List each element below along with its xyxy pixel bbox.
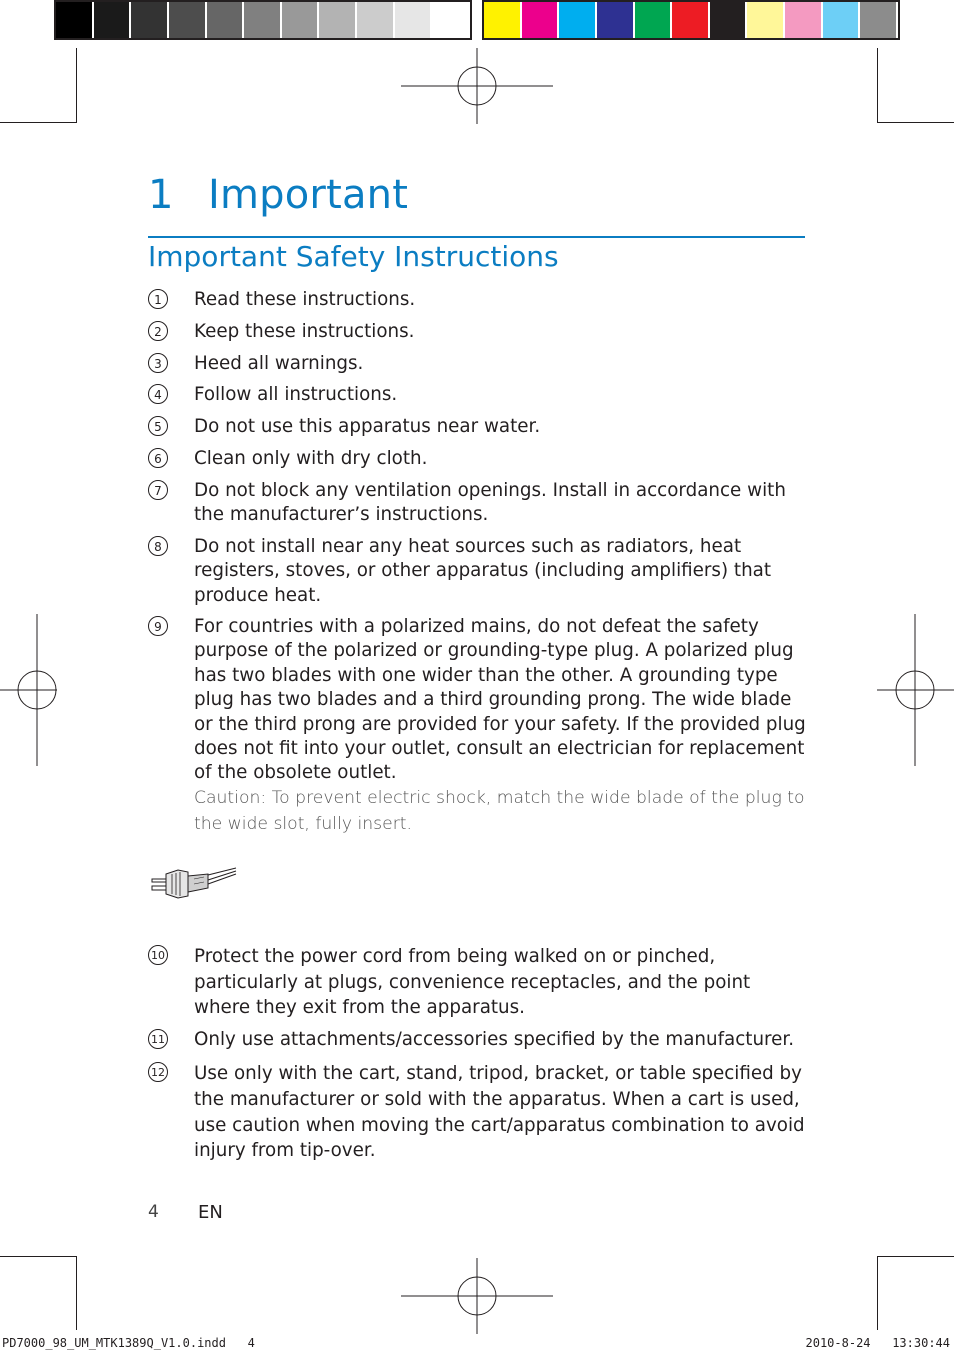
registration-mark-right-icon — [839, 614, 954, 766]
color-swatch — [710, 2, 748, 38]
chapter-number: 1 — [148, 172, 174, 218]
item-text: Protect the power cord from being walked on or pinched, particularly at plugs, convenience receptacles, and the point where they exit from the apparatus. — [194, 946, 751, 1018]
color-swatch — [785, 2, 823, 38]
item-number-badge: 11 — [148, 1029, 168, 1049]
gray-swatch — [169, 2, 207, 38]
registration-mark-bottom-icon — [401, 1220, 553, 1372]
item-number-badge: 7 — [148, 480, 168, 500]
color-swatch — [635, 2, 673, 38]
item-text: Heed all warnings. — [194, 353, 364, 374]
page-number: 4 — [148, 1202, 159, 1222]
language-code: EN — [198, 1202, 223, 1223]
item-number-badge: 6 — [148, 448, 168, 468]
gray-swatch — [207, 2, 245, 38]
item-text: For countries with a polarized mains, do not defeat the safety purpose of the polarized or grounding-type plug. A polarized plug has two blades with one wider than the other. A grounding type plug has two blades and a third grounding prong. The wide blade or the third prong are provided for your safety. If the provided plug does not fit into your outlet, consult an electrician for replacement of the obsolete outlet. — [194, 616, 806, 784]
slug-timestamp: 2010-8-24 13:30:44 — [805, 1336, 950, 1350]
item-text: Use only with the cart, stand, tripod, bracket, or table specified by the manufacturer or sold with the apparatus. When a cart is used, use caution when moving the cart/apparatus combination to avoid injury from tip-over. — [194, 1063, 805, 1162]
color-swatch — [559, 2, 597, 38]
item-number-badge: 2 — [148, 321, 168, 341]
item-number-badge: 3 — [148, 353, 168, 373]
item-text: Clean only with dry cloth. — [194, 448, 428, 469]
polarized-plug-icon — [148, 862, 238, 906]
item-number-badge: 12 — [148, 1062, 168, 1082]
item-text: Follow all instructions. — [194, 384, 398, 405]
color-swatch — [597, 2, 635, 38]
item-number-badge: 4 — [148, 384, 168, 404]
color-swatch — [672, 2, 710, 38]
gray-swatch — [94, 2, 132, 38]
item-text: Do not use this apparatus near water. — [194, 416, 541, 437]
gray-swatch — [244, 2, 282, 38]
color-swatch — [823, 2, 861, 38]
item-number-badge: 9 — [148, 616, 168, 636]
caution-note: Caution: To prevent electric shock, match the wide blade of the plug to the wide slot, fully insert. — [194, 788, 805, 834]
color-swatch — [747, 2, 785, 38]
heading-rule — [148, 236, 805, 238]
item-number-badge: 5 — [148, 416, 168, 436]
chapter-heading — [148, 172, 408, 218]
item-number-badge: 8 — [148, 536, 168, 556]
section-title: Important Safety Instructions — [148, 240, 559, 273]
gray-swatch — [319, 2, 357, 38]
gray-swatch — [131, 2, 169, 38]
item-text: Only use attachments/accessories specified by the manufacturer. — [194, 1029, 795, 1050]
registration-mark-top-icon — [401, 10, 553, 162]
color-swatch — [860, 2, 898, 38]
chapter-title: Important — [208, 172, 409, 218]
item-text: Read these instructions. — [194, 289, 416, 310]
item-number-badge: 1 — [148, 289, 168, 309]
registration-mark-left-icon — [0, 614, 113, 766]
gray-swatch — [282, 2, 320, 38]
gray-swatch — [56, 2, 94, 38]
item-text: Do not block any ventilation openings. Install in accordance with the manufacturer’s instructions. — [194, 480, 786, 526]
item-number-badge: 10 — [148, 945, 168, 965]
item-text: Keep these instructions. — [194, 321, 415, 342]
slug-filename: PD7000_98_UM_MTK1389Q_V1.0.indd 4 — [2, 1336, 255, 1350]
gray-swatch — [357, 2, 395, 38]
item-text: Do not install near any heat sources such as radiators, heat registers, stoves, or other apparatus (including amplifiers) that produce heat. — [194, 536, 772, 606]
